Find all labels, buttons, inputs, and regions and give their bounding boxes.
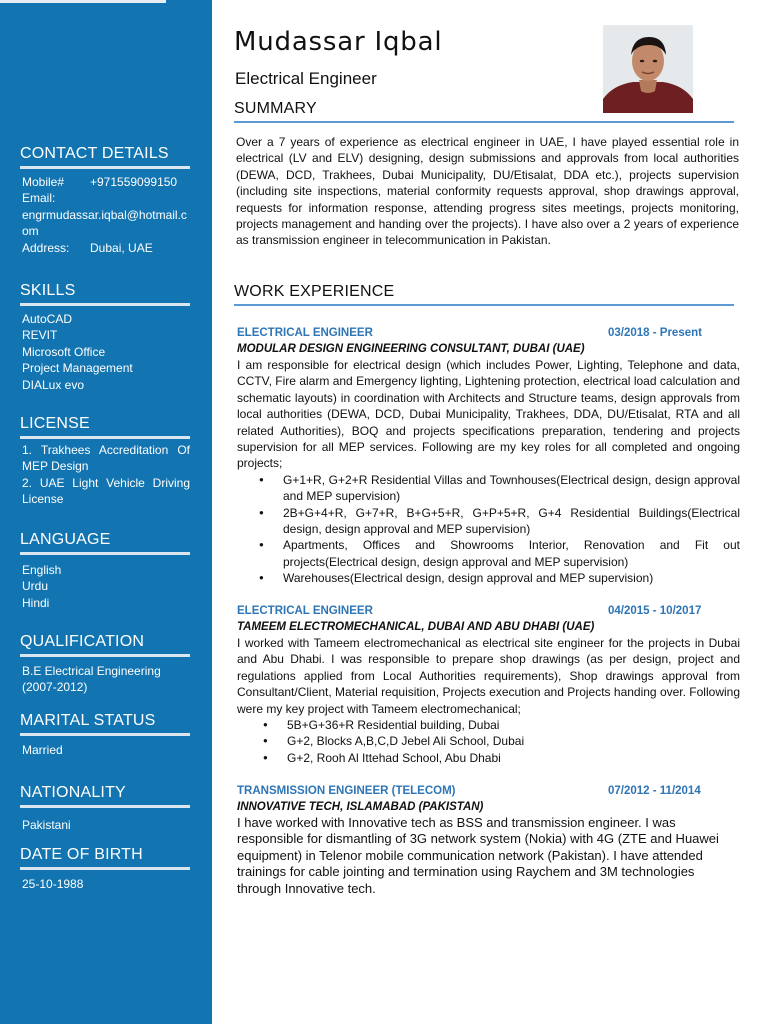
work-experience-heading: WORK EXPERIENCE (234, 283, 734, 306)
nationality-value: Pakistani (22, 818, 71, 832)
project-item: ● 2B+G+4+R, G+7+R, B+G+5+R, G+P+5+R, G+4 Residential Buildings(Electrical design, design approval and MEP supervision) (237, 505, 740, 538)
job-company: INNOVATIVE TECH, ISLAMABAD (PAKISTAN) (237, 801, 484, 813)
skill-item: Project Management (22, 361, 133, 376)
email-link[interactable]: engrmudassar.iqbal@hotmail.com (22, 207, 187, 239)
qualification-heading: QUALIFICATION (20, 633, 190, 657)
skill-item: Microsoft Office (22, 344, 106, 359)
project-item: ● 5B+G+36+R Residential building, Dubai (237, 717, 740, 733)
candidate-name: Mudassar Iqbal (234, 27, 443, 57)
qualification-years: (2007-2012) (22, 680, 88, 695)
project-item: ● G+1+R, G+2+R Residential Villas and Townhouses(Electrical design, design approval and MEP supervision) (237, 472, 740, 505)
qualification-section (20, 633, 190, 696)
license-item: 2. UAE Light Vehicle Driving License (22, 475, 190, 507)
job-company: MODULAR DESIGN ENGINEERING CONSULTANT, DUBAI (UAE) (237, 343, 585, 355)
skill-item: REVIT (22, 328, 58, 343)
language-heading: LANGUAGE (20, 531, 190, 555)
dob-heading: DATE OF BIRTH (20, 846, 190, 870)
main-content (234, 0, 742, 1024)
job-entry (237, 603, 740, 766)
job-description: I am responsible for electrical design (which includes Power, Lighting, Telephone and data, CCTV, Fire alarm and Emergency lighting, Lightening protection, electrical load calculation and schematic layouts) in coordination with Architects and Structure teams, design approvals from local authorities (DEWA, DCD, Dubai Municipality, Trakhees, DDA, DU/Etisalat, RTA and all related Authorities), BOQ and projects specifications preparation, tendering and projects supervision for all MEP services. Following are my key roles for all completed and ongoing projects; (237, 358, 740, 471)
language-section (20, 531, 190, 611)
license-item: 1. Trakhees Accreditation Of MEP Design (22, 443, 190, 474)
address-label: Address: (22, 240, 70, 255)
language-item: Urdu (22, 579, 49, 594)
marital-value: Married (22, 743, 63, 757)
project-item: ● G+2, Blocks A,B,C,D Jebel Ali School, Dubai (237, 733, 740, 749)
skills-heading: SKILLS (20, 282, 190, 306)
job-title: TRANSMISSION ENGINEER (TELECOM) (237, 785, 456, 797)
dob-section (20, 846, 190, 892)
skill-item: AutoCAD (22, 312, 73, 326)
marital-section (20, 712, 190, 758)
contact-section (20, 145, 190, 256)
job-description: I have worked with Innovative tech as BSS and transmission engineer. I was responsible for dismantling of 3G network system (Nokia) with 4G (ZTE and Huawei equipment) in Telenor mobile communication network (Pakistan). I have attended trainings for cable jointing and termination using Raychem and 3M technologies through Innovative tech. (237, 815, 719, 896)
summary-heading: SUMMARY (234, 100, 734, 123)
job-title: ELECTRICAL ENGINEER (237, 605, 373, 617)
license-section (20, 415, 190, 508)
skills-section (20, 282, 190, 393)
job-entry (237, 325, 740, 587)
nationality-heading: NATIONALITY (20, 784, 190, 808)
job-dates: 07/2012 - 11/2014 (608, 785, 701, 797)
job-description: I worked with Tameem electromechanical as electrical site engineer for the projects in Dubai and Abu Dhabi. I was responsible to prepare shop drawings (as per design, project and regulations applied from Local Authorities requirements), Shop drawings approval from Consultant/Client, Material requisition, Projects execution and Projects handing over. Following were my key project with Tameem electromechanical; (237, 636, 740, 716)
summary-text: Over a 7 years of experience as electrical engineer in UAE, I have played essential role in electrical (LV and ELV) designing, design submissions and approvals from local authorities (DEWA, DCD, Trakhees, Dubai Municipality, DU/Etisalat, DDA etc.), projects supervision (including site inspections, material conformity requests approval, shop drawings approval, requests for information response, attending progress sites meetings, projects monitoring, projects management and handing over the projects). I have also over a 2 years of experience as transmission engineer in telecommunication in Pakistan. (236, 135, 739, 248)
job-entry (237, 783, 740, 897)
license-heading: LICENSE (20, 415, 190, 439)
dob-value: 25-10-1988 (22, 877, 84, 891)
sidebar (0, 0, 212, 1024)
job-company: TAMEEM ELECTROMECHANICAL, DUBAI AND ABU DHABI (UAE) (237, 621, 595, 633)
language-item: Hindi (22, 595, 50, 610)
marital-heading: MARITAL STATUS (20, 712, 190, 736)
project-item: ● G+2, Rooh Al Ittehad School, Abu Dhabi (237, 750, 740, 766)
email-label: Email: (22, 191, 56, 206)
mobile-value: +971559099150 (90, 175, 178, 189)
address-value: Dubai, UAE (90, 240, 153, 255)
job-dates: 04/2015 - 10/2017 (608, 605, 702, 617)
contact-heading: CONTACT DETAILS (20, 145, 190, 169)
project-item: ● Apartments, Offices and Showrooms Interior, Renovation and Fit out projects(Electrical design, design approval and MEP supervision) (237, 537, 740, 570)
job-title: ELECTRICAL ENGINEER (237, 327, 373, 339)
project-item: ● Warehouses(Electrical design, design approval and MEP supervision) (237, 570, 740, 586)
candidate-role: Electrical Engineer (235, 69, 377, 88)
top-strip (0, 0, 166, 3)
language-item: English (22, 563, 62, 577)
mobile-label: Mobile# (22, 175, 65, 189)
qualification-degree: B.E Electrical Engineering (22, 664, 161, 678)
skill-item: DIALux evo (22, 377, 85, 392)
job-dates: 03/2018 - Present (608, 327, 702, 339)
nationality-section (20, 784, 190, 833)
